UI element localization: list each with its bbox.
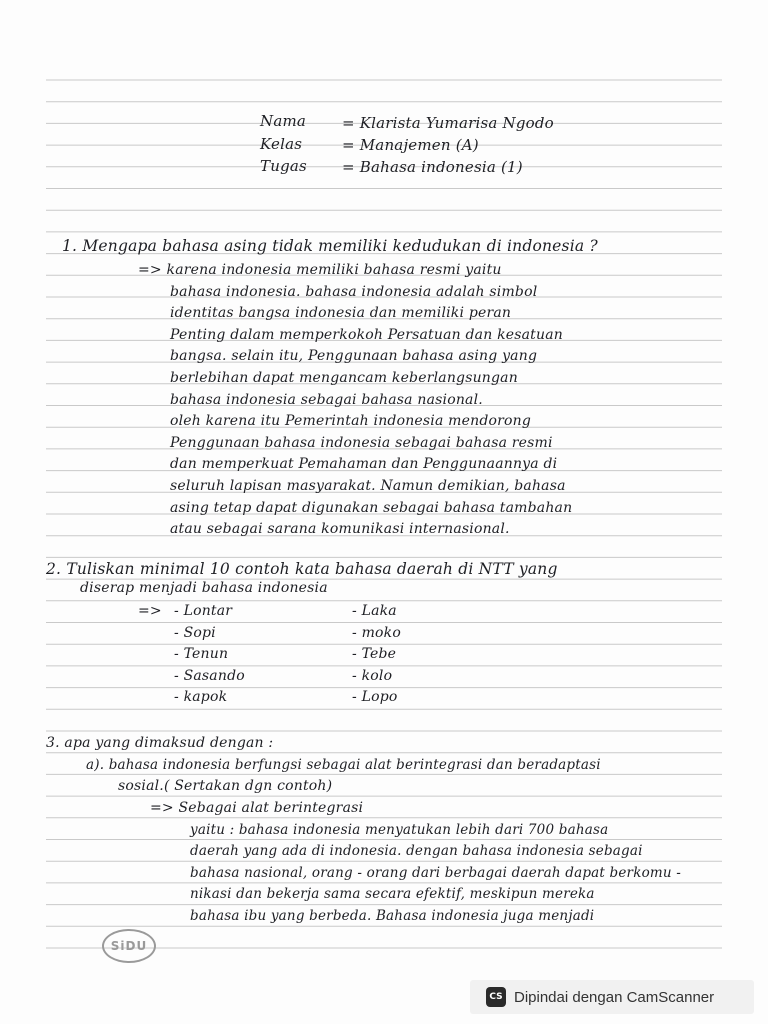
- kelas-label: Kelas: [260, 135, 303, 153]
- sidu-logo-text: SiDU: [110, 939, 148, 953]
- nama-label: Nama: [260, 112, 307, 130]
- q2-right-line: - Laka: [352, 603, 397, 619]
- q2-arrow: =>: [138, 603, 162, 619]
- q2-left-line: - Sopi: [174, 624, 216, 641]
- camscanner-watermark: [470, 980, 754, 1014]
- q2-right-line: - kolo: [352, 667, 393, 684]
- q1-answers-line: dan memperkuat Pemahaman dan Penggunaannya di: [170, 456, 558, 473]
- q1-answers-line: identitas bangsa indonesia dan memiliki peran: [170, 305, 512, 322]
- q2-left-line: - Lontar: [174, 603, 233, 619]
- q3-part-a-line2: sosial.( Sertakan dgn contoh): [118, 778, 333, 794]
- kelas-value: = Manajemen (A): [342, 136, 479, 154]
- cs-logo-icon: CS: [486, 987, 506, 1007]
- q1-answers-line: asing tetap dapat digunakan sebagai bahasa tambahan: [170, 499, 573, 516]
- q1-answers-line: oleh karena itu Pemerintah indonesia mendorong: [170, 413, 532, 430]
- q3-question: 3. apa yang dimaksud dengan :: [46, 735, 274, 751]
- nama-value: = Klarista Yumarisa Ngodo: [342, 114, 554, 132]
- q1-answers-line: bahasa indonesia sebagai bahasa nasional.: [170, 391, 483, 408]
- watermark-text: Dipindai dengan CamScanner: [514, 988, 715, 1006]
- q3-part-a-line1: a). bahasa indonesia berfungsi sebagai alat berintegrasi dan beradaptasi: [86, 757, 601, 773]
- q2-question-line2: diserap menjadi bahasa indonesia: [80, 580, 328, 596]
- q2-question-line1: 2. Tuliskan minimal 10 contoh kata bahasa daerah di NTT yang: [46, 560, 558, 578]
- q1-answers-line: Penggunaan bahasa indonesia sebagai bahasa resmi: [170, 434, 553, 451]
- q1-answers-line: bahasa indonesia. bahasa indonesia adalah simbol: [170, 283, 538, 300]
- q3-answers-line: bahasa ibu yang berbeda. Bahasa indonesia juga menjadi: [190, 907, 595, 924]
- q1-answers-line: bangsa. selain itu, Penggunaan bahasa asing yang: [170, 348, 538, 365]
- q2-left-line: - Tenun: [174, 646, 229, 662]
- q1-answers-line: Penting dalam memperkokoh Persatuan dan kesatuan: [170, 326, 563, 343]
- q2-left-line: - kapok: [174, 689, 228, 705]
- q1-answers-line: seluruh lapisan masyarakat. Namun demikian, bahasa: [170, 478, 566, 494]
- q3-subheading: => Sebagai alat berintegrasi: [150, 800, 364, 816]
- sidu-logo: [102, 929, 156, 963]
- q2-right-line: - moko: [352, 624, 401, 641]
- q3-answers-line: nikasi dan bekerja sama secara efektif, meskipun mereka: [190, 886, 595, 903]
- q2-right-line: - Lopo: [352, 689, 398, 705]
- q1-question: 1. Mengapa bahasa asing tidak memiliki kedudukan di indonesia ?: [62, 237, 598, 255]
- q3-answers-line: daerah yang ada di indonesia. dengan bahasa indonesia sebagai: [190, 843, 643, 860]
- q3-answers-line: bahasa nasional, orang - orang dari berbagai daerah dapat berkomu -: [190, 864, 682, 881]
- tugas-label: Tugas: [260, 157, 307, 175]
- q1-answers-line: berlebihan dapat mengancam keberlangsungan: [170, 370, 518, 386]
- q1-answers-line: => karena indonesia memiliki bahasa resmi yaitu: [138, 262, 502, 278]
- q2-right-line: - Tebe: [352, 646, 397, 662]
- q3-answers-line: yaitu : bahasa indonesia menyatukan lebih dari 700 bahasa: [190, 822, 609, 838]
- q1-answers-line: atau sebagai sarana komunikasi internasional.: [170, 521, 510, 538]
- q2-left-line: - Sasando: [174, 667, 245, 684]
- tugas-value: = Bahasa indonesia (1): [342, 158, 523, 176]
